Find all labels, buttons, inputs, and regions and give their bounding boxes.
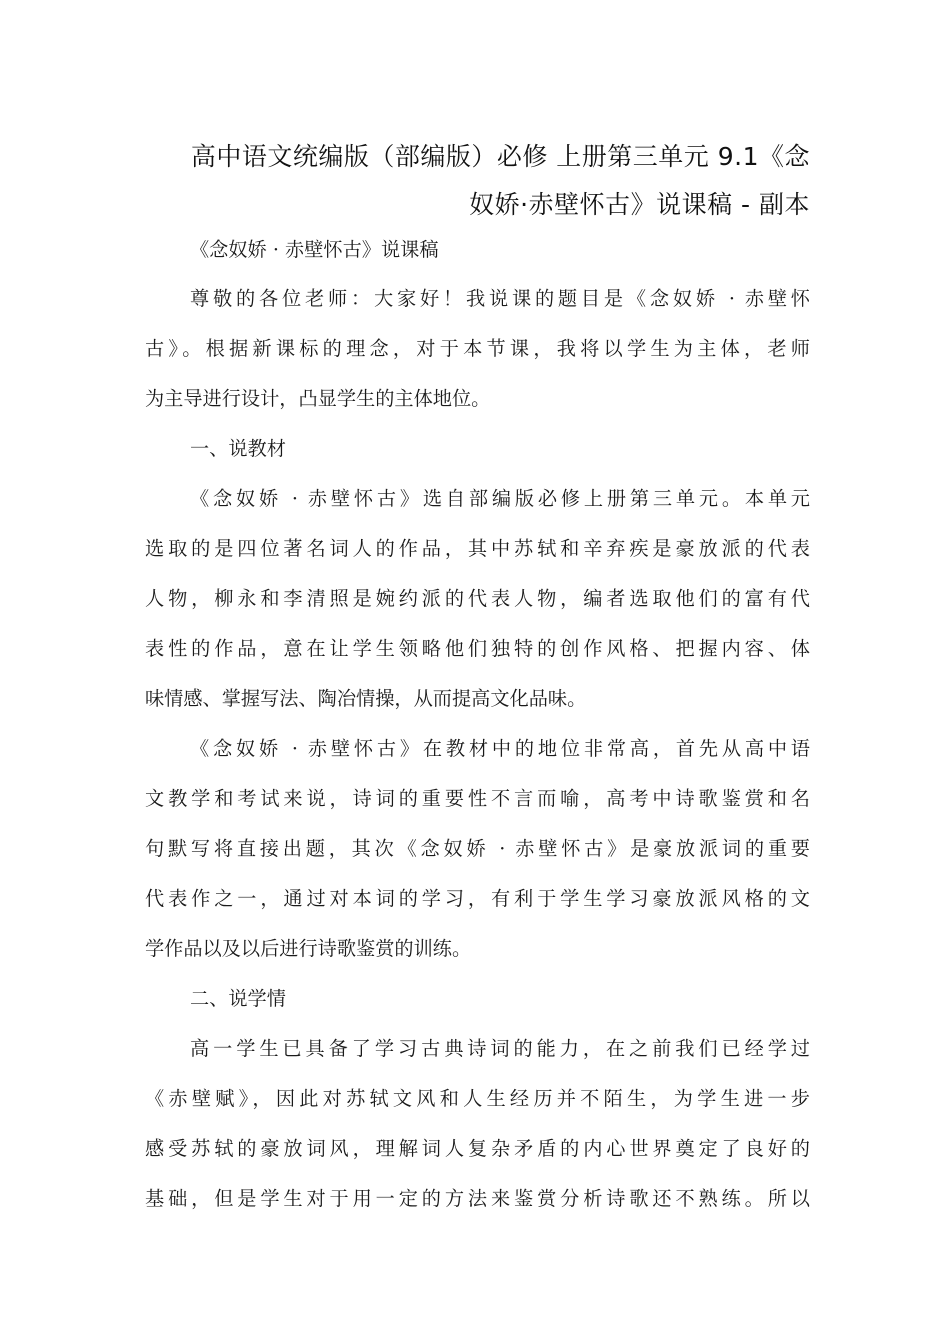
- paragraph-line: 基础，但是学生对于用一定的方法来鉴赏分析诗歌还不熟练。所以: [145, 1187, 810, 1210]
- paragraph-line: 表性的作品，意在让学生领略他们独特的创作风格、把握内容、体: [145, 637, 810, 660]
- section-heading: 二、说学情: [190, 987, 286, 1010]
- paragraph-line: 古》。根据新课标的理念，对于本节课，我将以学生为主体，老师: [145, 337, 810, 360]
- paragraph-line: 尊敬的各位老师：大家好！我说课的题目是《念奴娇 · 赤壁怀: [190, 287, 810, 310]
- paragraph-line: 《念奴娇 · 赤壁怀古》选自部编版必修上册第三单元。本单元: [190, 487, 810, 510]
- paragraph-line: 人物，柳永和李清照是婉约派的代表人物，编者选取他们的富有代: [145, 587, 810, 610]
- paragraph-line: 句默写将直接出题，其次《念奴娇 · 赤壁怀古》是豪放派词的重要: [145, 837, 810, 860]
- paragraph-line: 《赤壁赋》，因此对苏轼文风和人生经历并不陌生，为学生进一步: [145, 1087, 810, 1110]
- paragraph-line: 选取的是四位著名词人的作品，其中苏轼和辛弃疾是豪放派的代表: [145, 537, 810, 560]
- paragraph-line: 为主导进行设计，凸显学生的主体地位。: [145, 387, 491, 410]
- paragraph-line: 感受苏轼的豪放词风，理解词人复杂矛盾的内心世界奠定了良好的: [145, 1137, 810, 1160]
- paragraph-line: 《念奴娇 · 赤壁怀古》在教材中的地位非常高，首先从高中语: [190, 737, 810, 760]
- paragraph-line: 高一学生已具备了学习古典诗词的能力，在之前我们已经学过: [190, 1037, 810, 1060]
- paragraph-line: 学作品以及以后进行诗歌鉴赏的训练。: [145, 937, 472, 960]
- document-title-line-2: 奴娇·赤壁怀古》说课稿 - 副本: [469, 190, 810, 219]
- section-heading: 一、说教材: [190, 437, 286, 460]
- section-subtitle: 《念奴娇 · 赤壁怀古》说课稿: [190, 238, 439, 261]
- paragraph-line: 代表作之一，通过对本词的学习，有利于学生学习豪放派风格的文: [145, 887, 810, 910]
- paragraph-line: 味情感、掌握写法、陶冶情操，从而提高文化品味。: [145, 687, 587, 710]
- paragraph-line: 文教学和考试来说，诗词的重要性不言而喻，高考中诗歌鉴赏和名: [145, 787, 810, 810]
- document-title-line-1: 高中语文统编版（部编版）必修 上册第三单元 9.1《念: [190, 142, 810, 171]
